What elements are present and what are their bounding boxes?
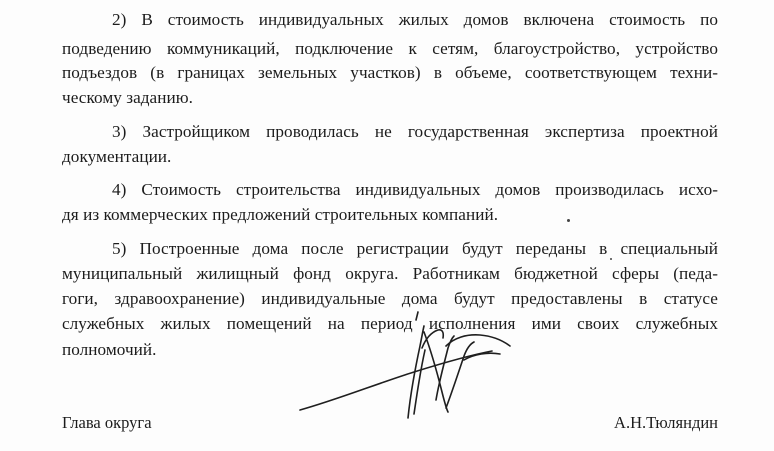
scan-speck — [567, 219, 570, 222]
paragraph-5-line-1: 5) Построенные дома после регистрации будут переданы в специальный — [112, 239, 718, 258]
position-title: Глава округа — [62, 413, 152, 432]
paragraph-4-line-2: дя из коммерческих предложений строительных компаний. — [62, 205, 499, 224]
paragraph-5-line-3: гоги, здравоохранение) индивидуальные дома будут предоставлены в статусе — [62, 289, 718, 308]
paragraph-5-line-4: служебных жилых помещений на период исполнения ими своих служебных — [62, 314, 718, 333]
paragraph-5-line-2: муниципальный жилищный фонд округа. Работникам бюджетной сферы (педа- — [62, 264, 718, 283]
handwritten-signature — [296, 308, 546, 428]
paragraph-4-line-1: 4) Стоимость строительства индивидуальных домов производилась исхо- — [112, 180, 718, 199]
paragraph-2-line-3: подъездов (в границах земельных участков) в объеме, соответствующем техни- — [62, 63, 718, 82]
paragraph-2-line-2: подведению коммуникаций, подключение к сетям, благоустройство, устройство — [62, 39, 718, 58]
scan-speck — [610, 258, 612, 260]
signatory-name: А.Н.Тюляндин — [614, 413, 718, 432]
paragraph-2-line-1: 2) В стоимость индивидуальных жилых домов включена стоимость по — [112, 10, 718, 29]
paragraph-5-line-5: полномочий. — [62, 340, 157, 359]
paragraph-3-line-2: документации. — [62, 147, 172, 166]
paragraph-3-line-1: 3) Застройщиком проводилась не государственная экспертиза проектной — [112, 122, 718, 141]
paragraph-2-line-4: ческому заданию. — [62, 88, 193, 107]
